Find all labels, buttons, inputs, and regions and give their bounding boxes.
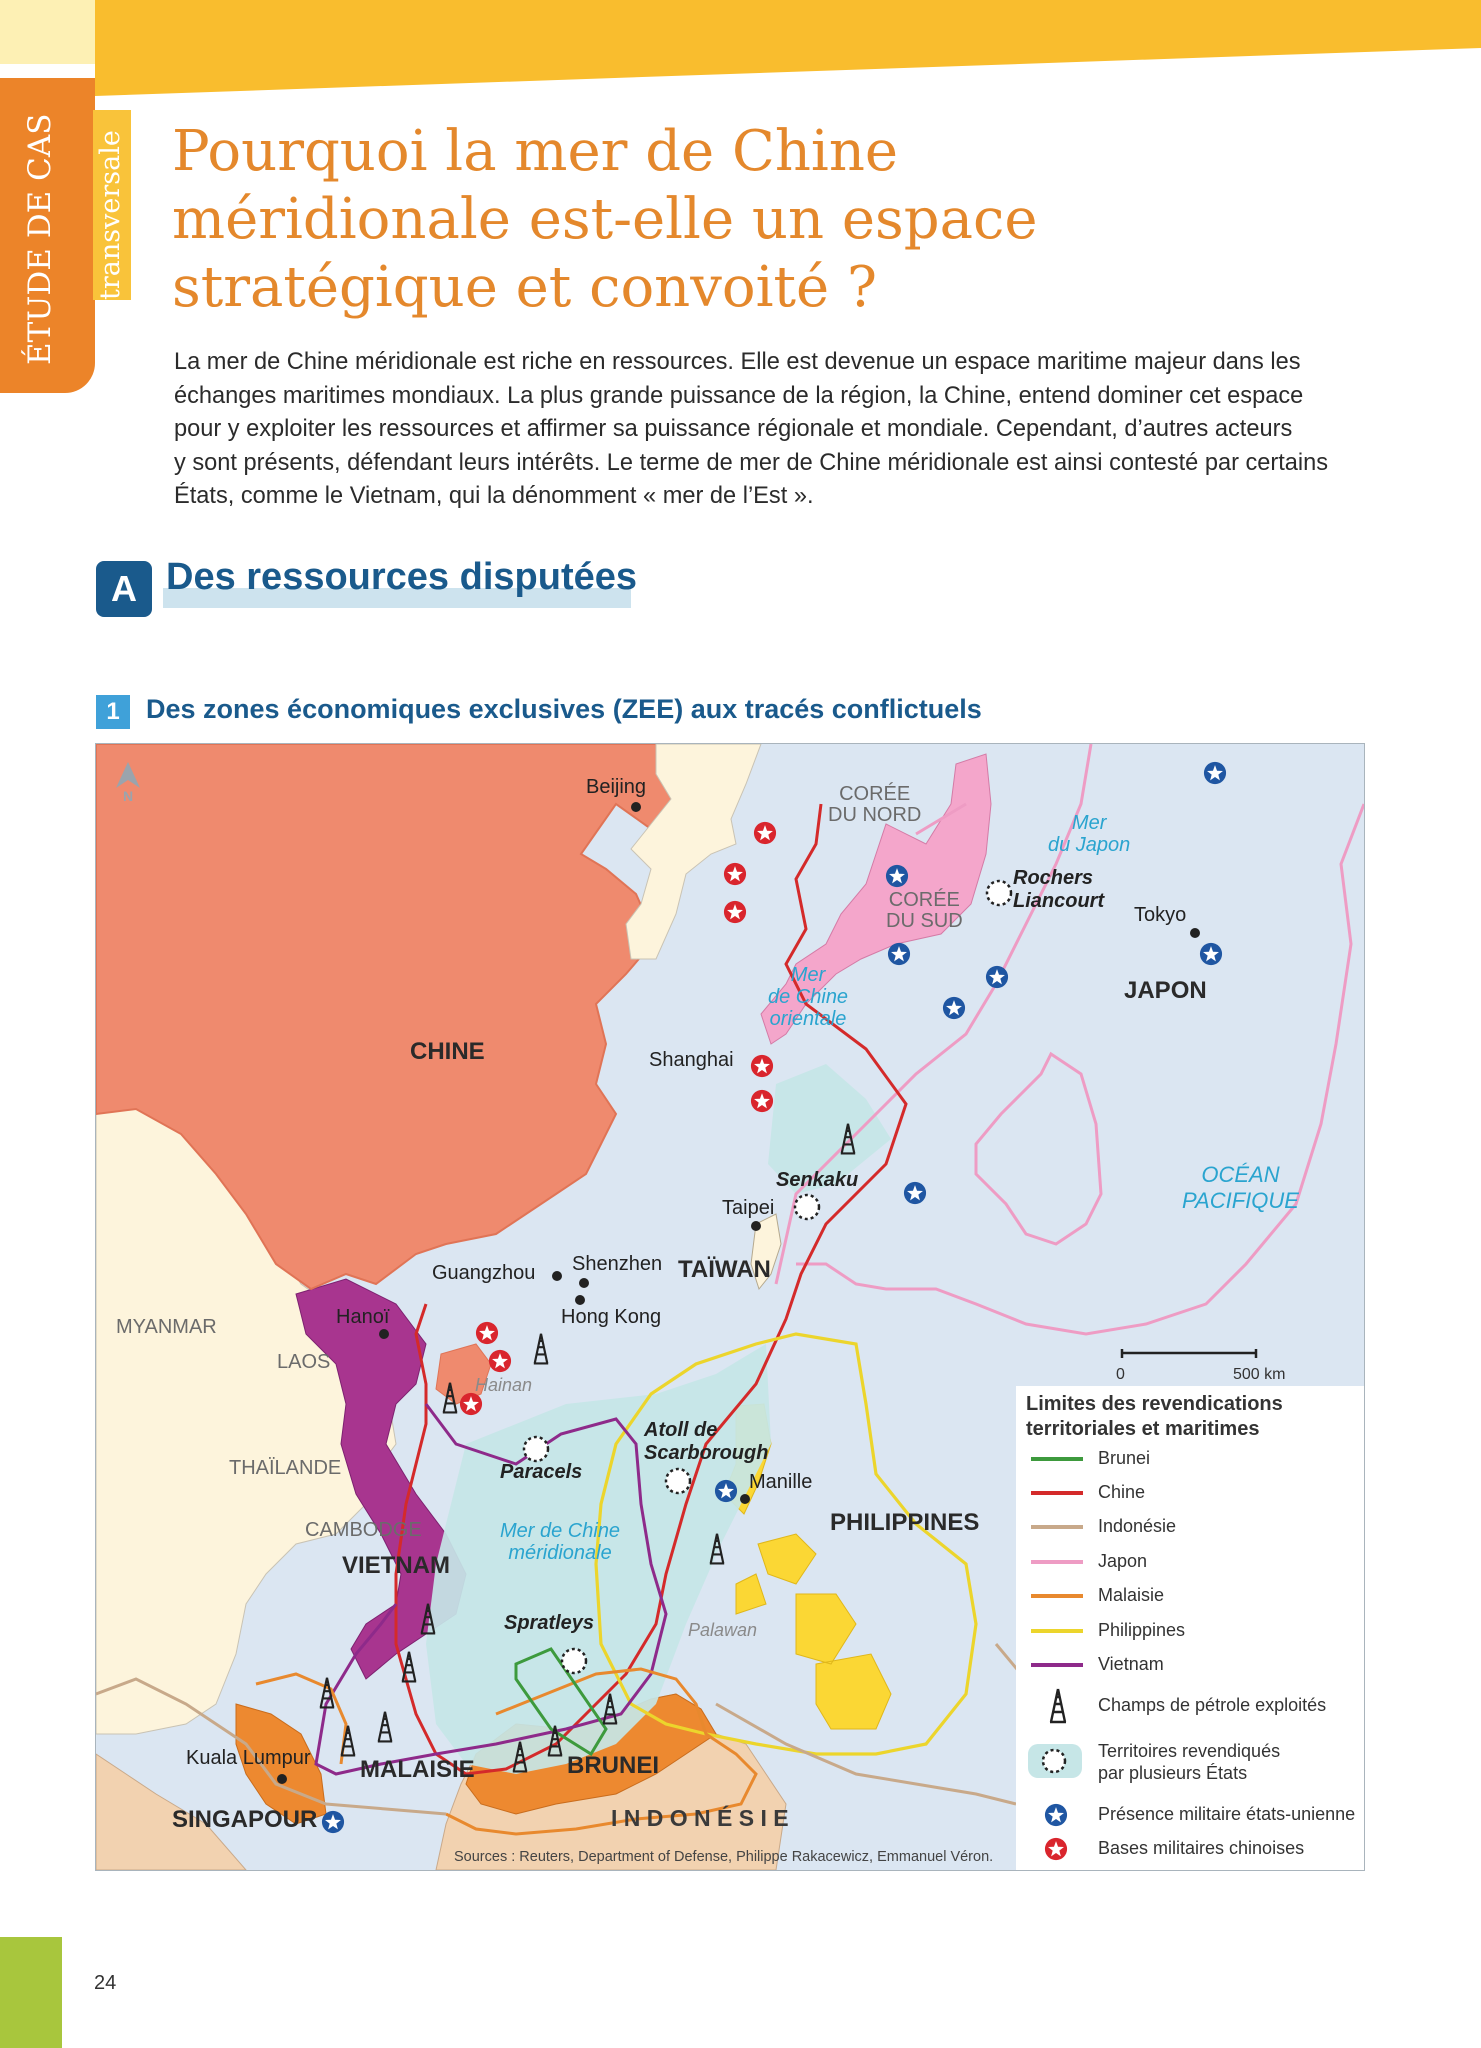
label-paracels: Paracels [500,1461,583,1483]
label-line: Rochers [1013,867,1094,889]
cn-star-icon [489,1350,511,1372]
label-brunei: BRUNEI [567,1752,660,1779]
label-singapore: SINGAPOUR [172,1806,318,1833]
disputed-swatch-icon [1026,1742,1084,1780]
label-line: Atoll de [644,1419,718,1441]
legend-title-line: Limites des revendications [1026,1393,1283,1415]
legend-swatch [1031,1491,1083,1495]
cn-star-icon [476,1322,498,1344]
label-line: CORÉE [888,889,960,911]
intro-line: y sont présents, défendant leurs intérêts. Le terme de mer de Chine méridionale est ainsi contesté par certains [174,449,1329,476]
us-star-icon [322,1811,344,1833]
scale-max: 500 km [1233,1366,1286,1383]
label-senkaku: Senkaku [776,1169,859,1191]
label-sea-japan [1048,812,1130,856]
label-line: Liancourt [1013,890,1105,912]
section-letter: A [96,561,152,617]
legend-title [1026,1392,1346,1442]
label-hainan: Hainan [475,1375,533,1395]
cn-star-icon [724,863,746,885]
dot-hanoi [379,1329,389,1339]
label-line: DU SUD [886,910,963,932]
north-arrow-icon [106,758,150,802]
document-title: Des zones économiques exclusives (ZEE) aux tracés conflictuels [146,694,982,724]
label-line: DU NORD [828,804,922,826]
cn-star-icon [751,1090,773,1112]
legend-label: Vietnam [1098,1654,1164,1674]
label-line: Scarborough [644,1442,769,1464]
legend-label: Champs de pétrole exploités [1098,1695,1327,1715]
legend-label: Présence militaire états-unienne [1098,1804,1356,1824]
case-study-sublabel: transversale [95,130,126,300]
label-vietnam: VIETNAM [342,1552,450,1579]
case-study-label: ÉTUDE DE CAS [22,113,58,365]
intro-line: échanges maritimes mondiaux. La plus grande puissance de la région, la Chine, entend dominer cet espace [174,382,1304,409]
label-east-china-sea [768,964,848,1030]
legend-swatch [1031,1663,1083,1667]
label-myanmar: MYANMAR [116,1316,217,1338]
cn-star-icon [460,1393,482,1415]
label-laos: LAOS [277,1351,331,1373]
label-palawan: Palawan [688,1620,758,1640]
legend-label: Bases militaires chinoises [1098,1838,1305,1858]
legend-swatch [1031,1560,1083,1564]
marker-spratleys [562,1649,586,1673]
us-star-icon [886,865,908,887]
oil-derrick-icon [1048,1686,1068,1726]
cn-star-icon [754,822,776,844]
us-star-icon [986,966,1008,988]
title-line: méridionale est-elle un espace [172,187,1038,252]
label-line: OCÉAN [1201,1162,1280,1187]
cn-star-icon [1044,1837,1068,1861]
label-spratleys: Spratleys [504,1612,595,1634]
us-star-icon [1044,1803,1068,1827]
legend-label: Chine [1098,1482,1146,1502]
label-taiwan: TAÏWAN [678,1256,771,1283]
legend-label: Philippines [1098,1620,1186,1640]
legend-swatch [1031,1525,1083,1529]
dot-guangzhou [552,1271,562,1281]
legend-label-line: par plusieurs États [1098,1763,1248,1783]
marker-liancourt [987,881,1011,905]
label-hongkong: Hong Kong [561,1306,662,1328]
scale-zero: 0 [1116,1366,1125,1383]
label-indonesia: I N D O N É S I E [611,1805,789,1831]
label-guangzhou: Guangzhou [432,1262,536,1284]
title-line: stratégique et convoité ? [172,255,877,320]
section-title: Des ressources disputées [166,556,638,598]
label-philippines: PHILIPPINES [830,1509,980,1536]
label-thailand: THAÏLANDE [229,1457,342,1479]
label-hanoi: Hanoï [336,1306,390,1328]
intro-paragraph [174,346,1339,514]
intro-line: La mer de Chine méridionale est riche en ressources. Elle est devenue un espace maritime majeur dans les [174,349,1301,375]
label-line: de Chine [768,986,849,1008]
legend-swatch [1031,1457,1083,1461]
dot-beijing [631,802,641,812]
top-banner [0,0,1481,100]
legend-label: Brunei [1098,1448,1151,1468]
label-line: Mer de Chine [500,1520,621,1542]
us-star-icon [888,943,910,965]
dot-hongkong [575,1295,585,1305]
label-north-korea [828,784,921,826]
label-beijing: Beijing [586,776,647,798]
label-liancourt [1013,867,1104,913]
label-line: Mer [1071,812,1107,834]
legend-label: Malaisie [1098,1585,1165,1605]
label-line: du Japon [1048,834,1131,856]
cn-star-icon [751,1055,773,1077]
label-china: CHINE [410,1038,485,1065]
label-malaysia: MALAISIE [360,1756,475,1783]
legend-label: Indonésie [1098,1516,1177,1536]
label-line: PACIFIQUE [1182,1188,1299,1213]
label-line: méridionale [508,1542,612,1564]
map [95,743,1365,1871]
dot-kualalumpur [277,1774,287,1784]
marker-scarborough [666,1469,690,1493]
page-number: 24 [94,1972,117,1994]
label-tokyo: Tokyo [1134,904,1187,926]
legend-label: Japon [1098,1551,1148,1571]
page-title [172,118,1172,322]
north-label: N [122,788,134,802]
map-legend [1016,1386,1364,1870]
label-line: CORÉE [839,783,911,805]
us-star-icon [1204,762,1226,784]
dot-taipei [751,1221,761,1231]
cn-star-icon [724,901,746,923]
label-kualalumpur: Kuala Lumpur [186,1747,311,1769]
document-number: 1 [96,695,130,729]
intro-line: États, comme le Vietnam, qui la dénomment « mer de l’Est ». [174,483,814,509]
label-line: orientale [769,1008,847,1030]
label-shanghai: Shanghai [649,1049,734,1071]
label-taipei: Taipei [722,1197,775,1219]
footer-tab [0,1937,62,2048]
legend-swatch [1031,1594,1083,1598]
label-south-korea [886,890,963,932]
dot-shenzhen [579,1278,589,1288]
map-sources: Sources : Reuters, Department of Defense, Philippe Rakacewicz, Emmanuel Véron. [454,1849,994,1865]
legend-label-line: Territoires revendiqués [1098,1741,1281,1761]
label-scarborough [644,1419,768,1465]
us-star-icon [1200,943,1222,965]
us-star-icon [943,997,965,1019]
legend-label [1098,1740,1280,1784]
marker-senkaku [795,1195,819,1219]
label-line: Mer [790,964,826,986]
dot-manila [740,1494,750,1504]
label-shenzhen: Shenzhen [572,1253,663,1275]
us-star-icon [904,1182,926,1204]
intro-line: pour y exploiter les ressources et affirmer sa puissance régionale et mondiale. Cependant, d’autres acteurs [174,416,1293,442]
marker-paracels [524,1437,548,1461]
legend-title-line: territoriales et maritimes [1026,1418,1260,1440]
label-japan: JAPON [1124,977,1207,1004]
label-cambodia: CAMBODGE [305,1519,422,1541]
label-south-china-sea [500,1520,620,1564]
dot-tokyo [1190,928,1200,938]
us-star-icon [715,1480,737,1502]
title-line: Pourquoi la mer de Chine [172,119,899,184]
label-manila: Manille [749,1471,813,1493]
legend-swatch [1031,1629,1083,1633]
case-study-sub-wrap [95,130,133,505]
label-pacific [1182,1162,1299,1214]
